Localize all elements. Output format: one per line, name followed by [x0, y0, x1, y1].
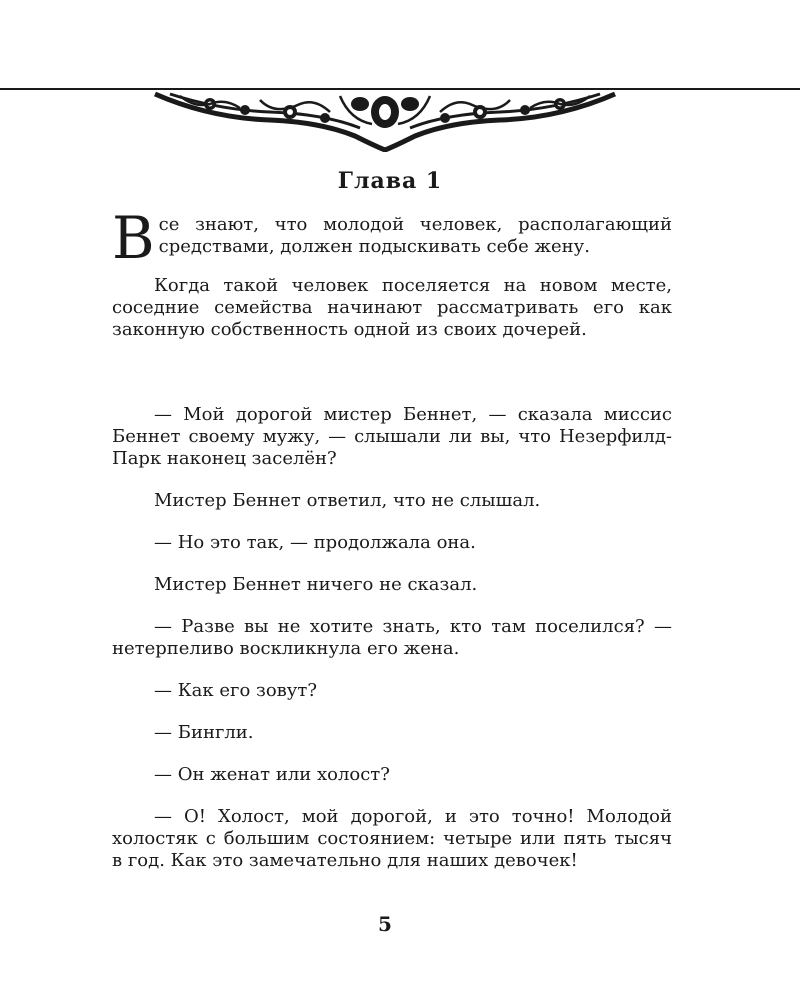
paragraph-3: — Мой дорогой мистер Беннет, — сказала миссис Беннет своему мужу, — слышали ли вы, что Незерфилд-Парк наконец заселён?: [112, 404, 672, 469]
ornament-icon: [150, 90, 620, 152]
paragraph-4: Мистер Беннет ответил, что не слышал.: [154, 490, 541, 511]
paragraph-9: — Бингли.: [154, 722, 254, 743]
paragraph-10: — Он женат или холост?: [154, 764, 390, 785]
page-number: 5: [378, 912, 392, 936]
paragraph-7: — Разве вы не хотите знать, кто там поселился? — нетерпеливо воскликнула его жена.: [112, 616, 672, 659]
body-text-dialogue: [112, 404, 672, 872]
paragraph-1-text: се знают, что молодой человек, располагающий средствами, должен подыскивать себе жену.: [158, 214, 672, 257]
paragraph-2: Когда такой человек поселяется на новом месте, соседние семейства начинают рассматривать его как законную собственность одной из своих дочерей.: [112, 275, 672, 340]
paragraph-11: — О! Холост, мой дорогой, и это точно! Молодой холостяк с большим состоянием: четыре или пять тысяч в год. Как это замечательно для наших девочек!: [112, 806, 672, 871]
drop-cap: В: [112, 204, 155, 272]
body-text-top: [112, 204, 672, 341]
paragraph-5: — Но это так, — продолжала она.: [154, 532, 476, 553]
paragraph-8: — Как его зовут?: [154, 680, 317, 701]
paragraph-1: [112, 204, 672, 272]
chapter-title: Глава 1: [337, 168, 443, 194]
paragraph-6: Мистер Беннет ничего не сказал.: [154, 574, 478, 595]
